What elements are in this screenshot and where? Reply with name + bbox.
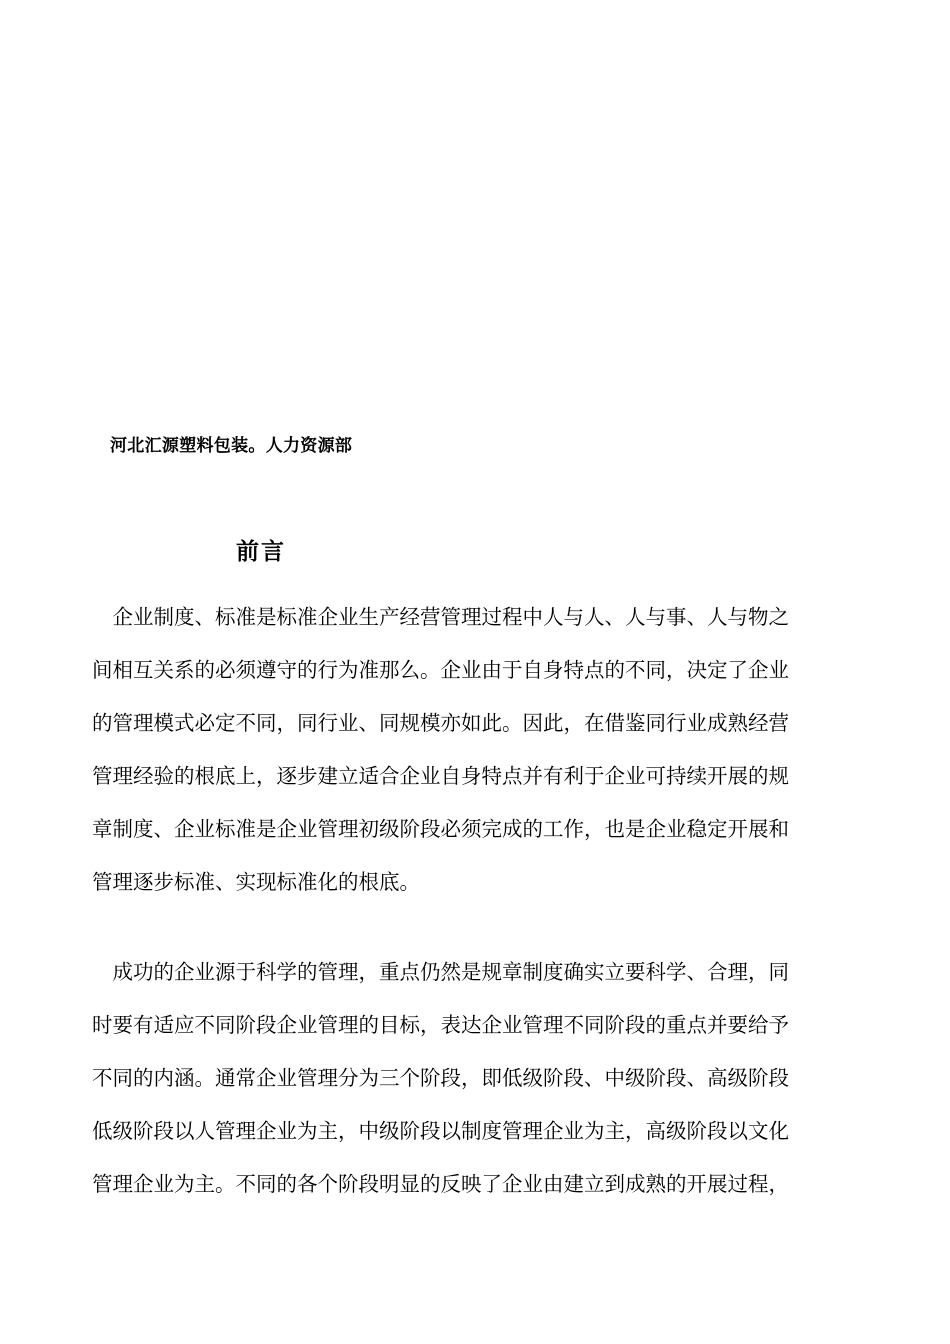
paragraph-2 [92, 946, 858, 1211]
paragraph-1 [92, 591, 858, 909]
section-heading: 前言 [236, 538, 286, 565]
paragraph-line: 成功的企业源于科学的管理，重点仍然是规章制度确实立要科学、合理，同 [92, 960, 789, 984]
paragraph-line: 管理经验的根底上，逐步建立适合企业自身特点并有利于企业可持续开展的规 [92, 764, 789, 788]
paragraph-line: 的管理模式必定不同，同行业、同规模亦如此。因此，在借鉴同行业成熟经营 [92, 711, 789, 735]
paragraph-line: 章制度、企业标准是企业管理初级阶段必须完成的工作，也是企业稳定开展和 [92, 817, 789, 841]
organization-line: 河北汇源塑料包装。人力资源部 [110, 436, 353, 456]
paragraph-line: 不同的内涵。通常企业管理分为三个阶段，即低级阶段、中级阶段、高级阶段 [92, 1066, 789, 1090]
paragraph-line: 管理逐步标准、实现标准化的根底。 [92, 870, 420, 894]
paragraph-line: 时要有适应不同阶段企业管理的目标，表达企业管理不同阶段的重点并要给予 [92, 1013, 789, 1037]
paragraph-line: 低级阶段以人管理企业为主，中级阶段以制度管理企业为主，高级阶段以文化 [92, 1119, 789, 1143]
paragraph-line: 间相互关系的必须遵守的行为准那么。企业由于自身特点的不同，决定了企业 [92, 658, 789, 682]
paragraph-line: 管理企业为主。不同的各个阶段明显的反映了企业由建立到成熟的开展过程， [92, 1172, 789, 1196]
paragraph-line: 企业制度、标准是标准企业生产经营管理过程中人与人、人与事、人与物之 [92, 605, 789, 629]
